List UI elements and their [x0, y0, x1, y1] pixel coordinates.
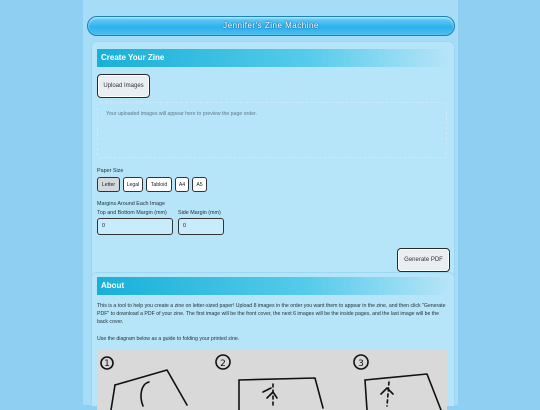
about-folding-paragraph: Use the diagram below as a guide to folding your printed zine. — [97, 336, 240, 342]
paper-size-letter-button[interactable]: Letter — [97, 177, 120, 192]
paper-size-a4-button[interactable]: A4 — [175, 177, 189, 192]
side-margin-label: Side Margin (mm) — [178, 210, 221, 216]
margins-label: Margins Around Each Image — [97, 201, 166, 207]
upload-images-button[interactable]: Upload Images — [97, 74, 150, 98]
page-container — [83, 0, 458, 405]
paper-size-a5-button[interactable]: A5 — [192, 177, 207, 192]
step-2-number: 2 — [220, 359, 226, 369]
folding-diagram-drawing — [97, 350, 447, 410]
create-zine-card — [91, 41, 455, 280]
top-bottom-margin-input[interactable]: 0 — [97, 218, 173, 235]
app-title: Jennifer's Zine Machine — [87, 16, 455, 36]
generate-pdf-button[interactable]: Generate PDF — [397, 248, 450, 272]
preview-placeholder-text: Your uploaded images will appear here to preview the page order. — [106, 111, 257, 117]
top-bottom-margin-label: Top and Bottom Margin (mm) — [97, 210, 167, 216]
side-margin-input[interactable]: 0 — [178, 218, 224, 235]
paper-size-legal-button[interactable]: Legal — [123, 177, 143, 192]
step-3-number: 3 — [358, 359, 364, 369]
create-zine-heading: Create Your Zine — [97, 49, 449, 67]
step-1-number: 1 — [104, 359, 110, 369]
paper-size-tabloid-button[interactable]: Tabloid — [146, 177, 172, 192]
about-card — [91, 272, 455, 406]
paper-size-label: Paper Size — [97, 168, 124, 174]
about-paragraph: This is a tool to help you create a zine on letter-sized paper! Upload 8 images in the order you want them to appear in the zine, and then click "Generate PDF" to download a PDF of your zine. The first image will be the front cover, the next 6 images will be the inside pages, and the last image will be the back cover. — [97, 303, 446, 325]
folding-diagram — [97, 350, 447, 410]
image-preview-area — [97, 102, 447, 158]
about-heading: About — [97, 277, 449, 295]
